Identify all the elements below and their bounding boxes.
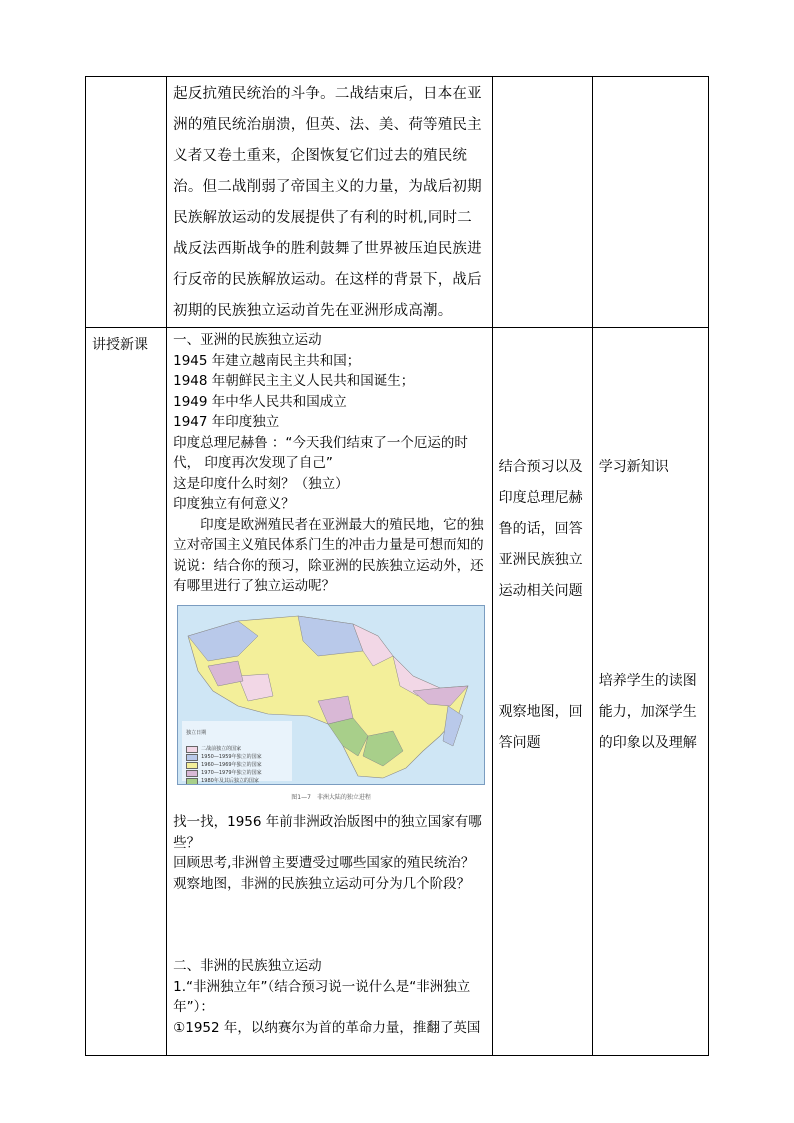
question-line: 观察地图，非洲的民族独立运动可分为几个阶段？ <box>173 875 471 892</box>
lesson-plan-table <box>85 76 709 1056</box>
legend-label: 1970—1979年独立的国家 <box>201 769 262 776</box>
text-line: 1.“非洲独立年”（结合预习说一说什么是“非洲独立年”）： <box>173 978 471 1015</box>
intro-text: 起反抗殖民统治的斗争。二战结束后，日本在亚洲的殖民统治崩溃，但英、法、美、荷等殖民主义者又卷土重来，企图恢复它们过去的殖民统治。但二战削弱了帝国主义的力量，为战后初期民族解放运动的发展提供了有利的时机,同时二战反法西斯战争的胜利鼓舞了世界被压迫民族进行反帝的民族解放运动。在这样的背景下，战后初期的民族独立运动首先在亚洲形成高潮。 <box>173 86 482 319</box>
legend-swatch <box>186 746 198 753</box>
content-cell <box>167 328 493 1056</box>
stage-cell <box>86 328 167 1056</box>
student-activity-cell <box>492 328 592 1056</box>
section-heading-africa: 二、非洲的民族独立运动 <box>173 958 322 974</box>
text-line: 印度是欧洲殖民者在亚洲最大的殖民地，它的独立对帝国主义殖民体系门生的冲击力量是可想而知的 <box>173 516 484 553</box>
intro-cell <box>167 77 493 328</box>
africa-map <box>177 605 485 785</box>
empty-cell <box>592 77 708 328</box>
empty-cell <box>86 77 167 328</box>
text-line: 1945 年建立越南民主共和国； <box>173 352 361 369</box>
legend-label: 1960—1969年独立的国家 <box>201 761 262 768</box>
text-line: 印度独立有何意义？ <box>173 496 295 512</box>
legend-label: 二战前独立的国家 <box>201 745 242 752</box>
map-caption: 图1—7 非洲大陆的独立进程 <box>291 793 371 801</box>
legend-item <box>182 777 292 785</box>
question-line: 找一找，1956 年前非洲政治版图中的独立国家有哪些？ <box>173 814 482 851</box>
student-activity-2: 观察地图，回答问题 <box>498 704 583 751</box>
legend-swatch <box>186 754 198 761</box>
question-line: 回顾思考,非洲曾主要遭受过哪些国家的殖民统治？ <box>173 855 475 871</box>
text-line: 1948 年朝鲜民主主义人民共和国诞生； <box>173 373 415 389</box>
text-line: 说说：结合你的预习，除亚洲的民族独立运动外，还有哪里进行了独立运动呢？ <box>173 557 484 594</box>
legend-swatch <box>186 778 198 785</box>
stage-label: 讲授新课 <box>92 337 148 353</box>
design-intent-2: 培养学生的读图能力，加深学生的印象以及理解 <box>598 673 697 751</box>
intro-row <box>86 77 709 328</box>
text-line: 1947 年印度独立 <box>173 414 280 430</box>
empty-cell <box>492 77 592 328</box>
legend-label: 1980年及其后独立的国家 <box>201 777 259 784</box>
student-activity-1: 结合预习以及印度总理尼赫鲁的话，回答亚洲民族独立运动相关问题 <box>498 459 583 599</box>
text-line: 这是印度什么时刻？（独立） <box>173 475 349 492</box>
legend-title: 独立日期 <box>186 729 207 736</box>
design-intent-1: 学习新知识 <box>598 459 669 475</box>
lesson-row <box>86 328 709 1056</box>
map-legend <box>182 721 292 784</box>
africa-map-figure <box>177 605 485 809</box>
legend-swatch <box>186 770 198 777</box>
legend-swatch <box>186 762 198 769</box>
text-line: 印度总理尼赫鲁 ：“今天我们结束了一个厄运的时代， 印度再次发现了自己” <box>173 434 468 471</box>
legend-label: 1950—1959年独立的国家 <box>201 753 262 760</box>
section-heading-asia: 一、亚洲的民族独立运动 <box>173 332 322 348</box>
text-line: ①1952 年，以纳赛尔为首的革命力量，推翻了英国 <box>173 1019 481 1036</box>
text-line: 1949 年中华人民共和国成立 <box>173 393 347 410</box>
design-intent-cell <box>592 328 708 1056</box>
